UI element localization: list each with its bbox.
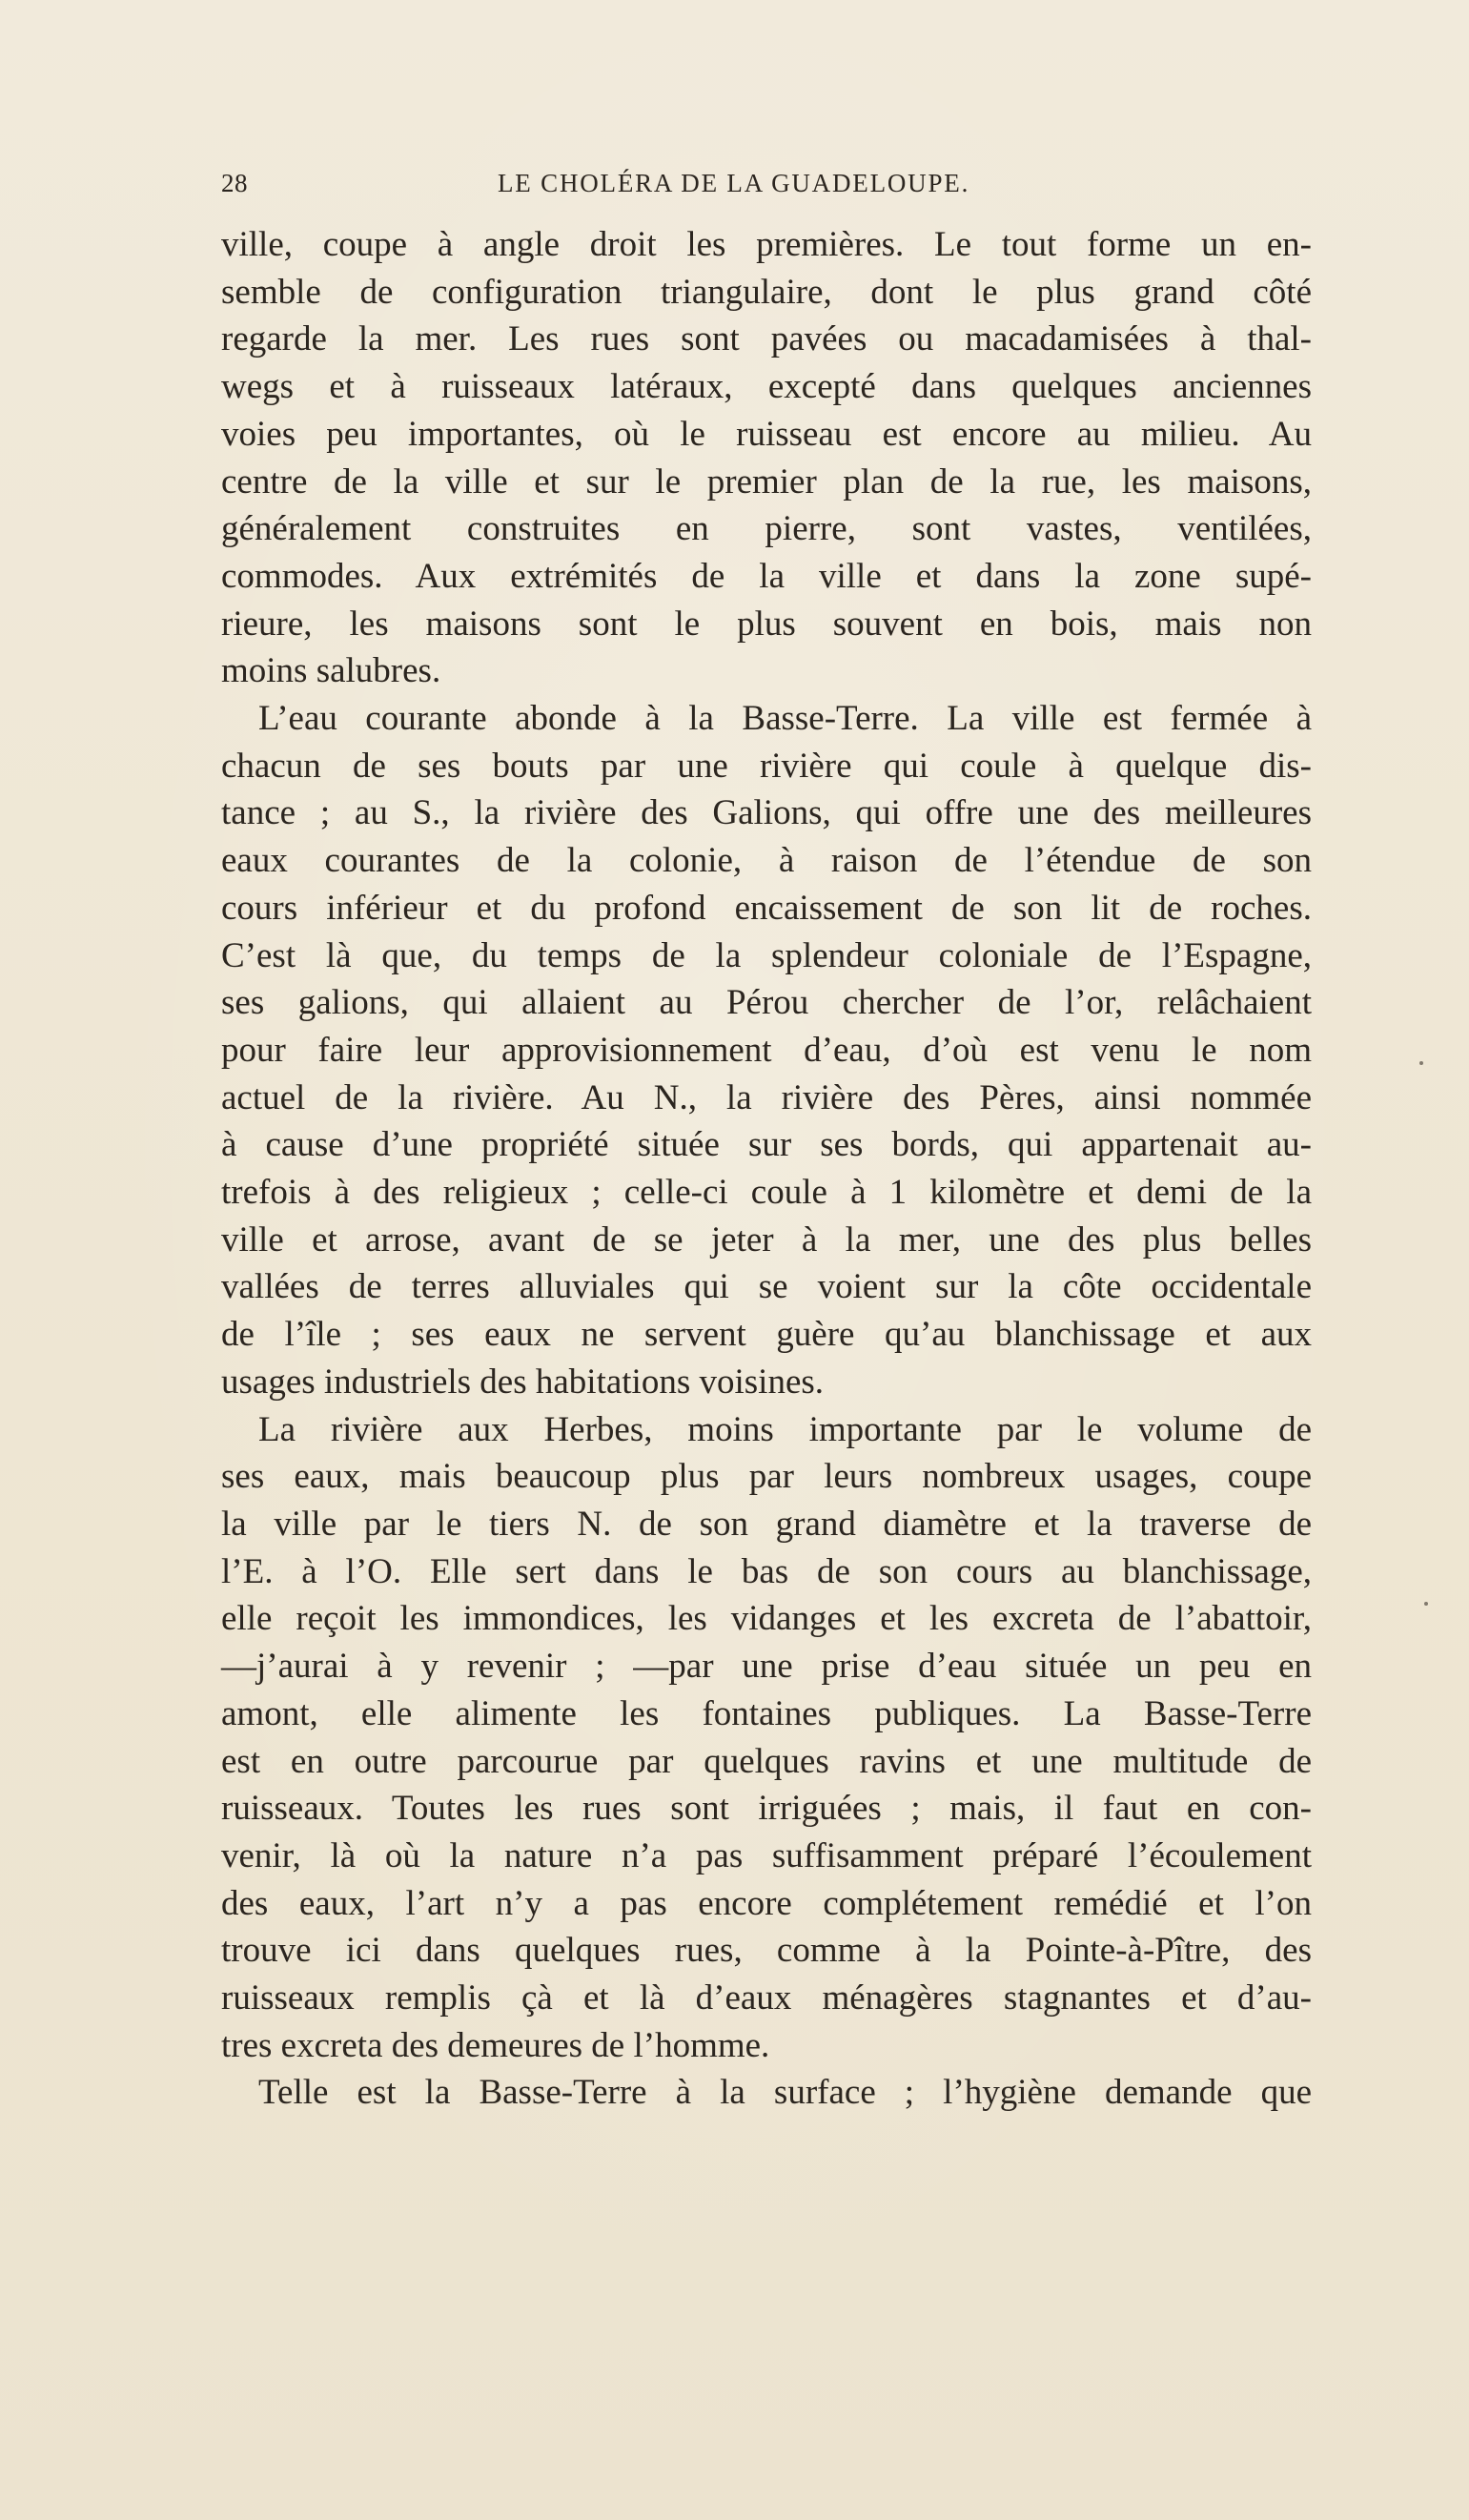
text-line: ses eaux, mais beaucoup plus par leurs nombreux usages, coupe — [221, 1457, 1312, 1497]
text-line: voies peu importantes, où le ruisseau est encore au milieu. Au — [221, 414, 1312, 454]
text-line: usages industriels des habitations voisines. — [221, 1362, 825, 1402]
text-line: l’E. à l’O. Elle sert dans le bas de son cours au blanchissage, — [221, 1551, 1312, 1591]
text-line: Telle est la Basse-Terre à la surface ; l’hygiène demande que — [258, 2073, 1312, 2113]
text-line: ruisseaux remplis çà et là d’eaux ménagères stagnantes et d’au- — [221, 1978, 1312, 2018]
text-line: ses galions, qui allaient au Pérou chercher de l’or, relâchaient — [221, 983, 1312, 1023]
page-number: 28 — [221, 169, 248, 197]
text-line: La rivière aux Herbes, moins importante par le volume de — [258, 1409, 1312, 1449]
text-line: des eaux, l’art n’y a pas encore complétement remédié et l’on — [221, 1883, 1312, 1923]
text-line: à cause d’une propriété située sur ses bords, qui appartenait au- — [221, 1125, 1312, 1165]
paragraph-3 — [221, 1406, 1312, 2070]
text-line: moins salubres. — [221, 651, 441, 691]
text-line: ville, coupe à angle droit les premières. Le tout forme un en- — [221, 225, 1312, 264]
scan-speck — [1419, 1061, 1423, 1065]
text-line: L’eau courante abonde à la Basse-Terre. La ville est fermée à — [258, 699, 1312, 739]
text-line: vallées de terres alluviales qui se voient sur la côte occidentale — [221, 1267, 1312, 1307]
scan-speck — [1424, 1602, 1428, 1606]
text-line: ruisseaux. Toutes les rues sont irriguées ; mais, il faut en con- — [221, 1789, 1312, 1829]
text-line: semble de configuration triangulaire, dont le plus grand côté — [221, 272, 1312, 312]
text-line: généralement construites en pierre, sont vastes, ventilées, — [221, 509, 1312, 549]
text-line: cours inférieur et du profond encaissement de son lit de roches. — [221, 888, 1312, 928]
text-line: C’est là que, du temps de la splendeur coloniale de l’Espagne, — [221, 935, 1312, 975]
paragraph-4 — [221, 2069, 1312, 2117]
text-line: de l’île ; ses eaux ne servent guère qu’au blanchissage et aux — [221, 1315, 1312, 1355]
text-line: trouve ici dans quelques rues, comme à la Pointe-à-Pître, des — [221, 1931, 1312, 1971]
text-line: commodes. Aux extrémités de la ville et dans la zone supé- — [221, 556, 1312, 596]
text-line: venir, là où la nature n’a pas suffisamment préparé l’écoulement — [221, 1835, 1312, 1875]
text-line: la ville par le tiers N. de son grand diamètre et la traverse de — [221, 1504, 1312, 1544]
text-line: ville et arrose, avant de se jeter à la mer, une des plus belles — [221, 1219, 1312, 1260]
text-line: eaux courantes de la colonie, à raison de l’étendue de son — [221, 841, 1312, 881]
text-line: trefois à des religieux ; celle-ci coule à 1 kilomètre et demi de la — [221, 1173, 1312, 1213]
body-text — [221, 221, 1312, 2117]
text-line: tres excreta des demeures de l’homme. — [221, 2025, 770, 2065]
text-line: actuel de la rivière. Au N., la rivière des Pères, ainsi nommée — [221, 1077, 1312, 1117]
running-title: LE CHOLÉRA DE LA GUADELOUPE. — [498, 169, 970, 197]
text-line: est en outre parcourue par quelques ravins et une multitude de — [221, 1741, 1312, 1781]
text-line: amont, elle alimente les fontaines publiques. La Basse-Terre — [221, 1693, 1312, 1733]
running-head — [221, 164, 1312, 202]
text-line: pour faire leur approvisionnement d’eau, d’où est venu le nom — [221, 1030, 1312, 1070]
paragraph-1 — [221, 221, 1312, 695]
paragraph-2 — [221, 695, 1312, 1406]
text-line: regarde la mer. Les rues sont pavées ou macadamisées à thal- — [221, 319, 1312, 359]
text-line: tance ; au S., la rivière des Galions, qui offre une des meilleures — [221, 793, 1312, 833]
text-line: centre de la ville et sur le premier plan de la rue, les maisons, — [221, 461, 1312, 502]
text-line: rieure, les maisons sont le plus souvent en bois, mais non — [221, 604, 1312, 644]
text-line: —j’aurai à y revenir ; —par une prise d’eau située un peu en — [221, 1647, 1312, 1687]
text-line: chacun de ses bouts par une rivière qui coule à quelque dis- — [221, 746, 1312, 786]
text-line: wegs et à ruisseaux latéraux, excepté dans quelques anciennes — [221, 367, 1312, 407]
text-line: elle reçoit les immondices, les vidanges et les excreta de l’abattoir, — [221, 1599, 1312, 1639]
